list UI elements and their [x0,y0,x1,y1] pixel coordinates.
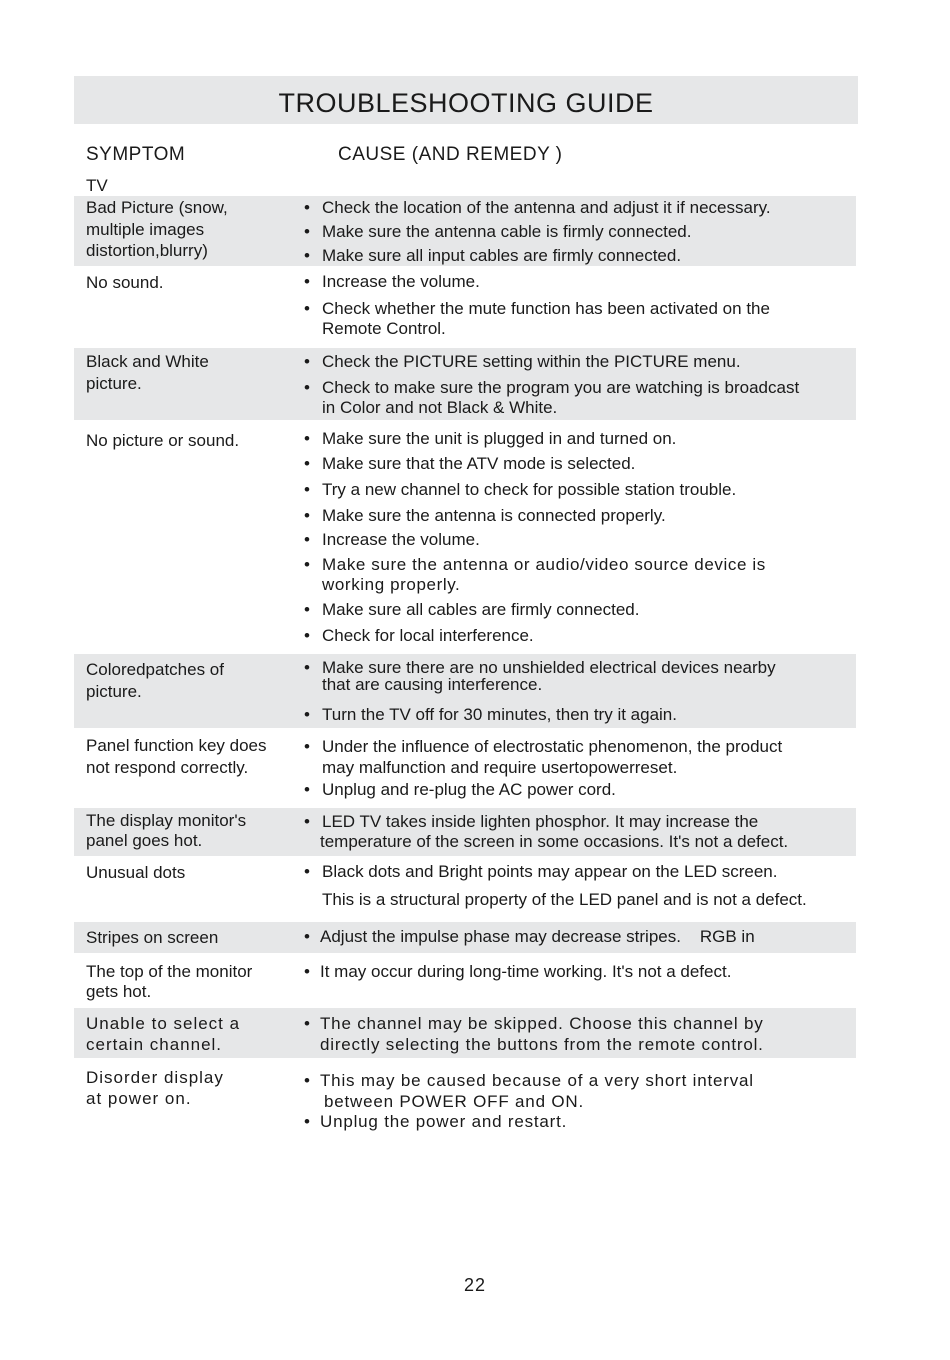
troubleshooting-row: Bad Picture (snow, multiple images distortion,blurry) • Check the location of the antenna and adjust it if necessary. • Make sure the antenna cable is firmly connected. • Make sure all input cables are firmly connected. [74,196,856,266]
bullet-icon: • [304,780,310,799]
troubleshooting-row: No picture or sound. • Make sure the unit is plugged in and turned on. • Make sure that the ATV mode is selected. • Try a new channel to check for possible station trouble. • Make sure the antenna is connected properly. • Increase the volume. • Make sure the antenna or audio/video source device is working properly. • Make sure all cables are firmly connected. • Check for local interference. [86,429,766,645]
symptom-text: Black and White picture. [86,352,209,393]
symptom-text: Disorder display at power on. [86,1068,224,1108]
troubleshooting-row: The top of the monitor gets hot. • It may occur during long-time working. It's not a defect. [86,962,732,1001]
symptom-text: No picture or sound. [86,431,240,450]
troubleshooting-row: Unusual dots • Black dots and Bright points may appear on the LED screen. This is a structural property of the LED panel and is not a defect. [74,858,856,922]
bullet-icon: • [304,1112,311,1131]
bullet-icon: • [304,705,310,724]
bullet-icon: • [304,506,310,525]
troubleshooting-row: Coloredpatches of picture. • Make sure there are no unshielded electrical devices nearby that are causing interference. • Turn the TV off for 30 minutes, then try it again. [74,654,856,728]
symptom-text: Unable to select a certain channel. [86,1014,241,1054]
symptom-text: Stripes on screen [86,928,219,947]
troubleshooting-row: Unable to select a certain channel. • The channel may be skipped. Choose this channel by directly selecting the buttons from the remote control. [74,1008,856,1058]
bullet-icon: • [304,862,310,881]
troubleshooting-row: Panel function key does not respond correctly. • Under the influence of electrostatic phenomenon, the product may malfunction and require usertopowerreset. • Unplug and re-plug the AC power cord. [86,736,783,799]
bullet-icon: • [304,812,310,831]
page-number: 22 [463,1275,487,1295]
symptom-text: The display monitor's panel goes hot. [86,811,247,850]
bullet-icon: • [304,198,310,217]
bullet-icon: • [304,246,310,265]
troubleshooting-row: No sound. • Increase the volume. • Check whether the mute function has been activated on the Remote Control. [86,272,770,338]
cause-column-header: CAUSE (AND REMEDY ) [338,144,563,165]
troubleshooting-row: Stripes on screen • Adjust the impulse phase may decrease stripes. RGB in [74,922,856,953]
bullet-icon: • [304,378,310,397]
cause-note: This is a structural property of the LED panel and is not a defect. [322,890,807,909]
bullet-icon: • [304,626,310,645]
bullet-icon: • [304,1071,311,1090]
bullet-icon: • [304,658,310,677]
category-label: TV [86,176,108,195]
bullet-icon: • [304,737,310,756]
symptom-text: Unusual dots [86,863,186,882]
bullet-icon: • [304,299,310,318]
bullet-icon: • [304,454,310,473]
symptom-text: Panel function key does not respond correctly. [86,736,267,777]
title-bar [74,76,858,124]
bullet-icon: • [304,555,311,574]
bullet-icon: • [304,600,310,619]
symptom-column-header: SYMPTOM [86,144,186,165]
troubleshooting-row: Black and White picture. • Check the PICTURE setting within the PICTURE menu. • Check to make sure the program you are watching is broadcast in Color and not Black & White. [74,348,856,420]
bullet-icon: • [304,352,310,371]
bullet-icon: • [304,927,310,946]
symptom-text: The top of the monitor gets hot. [86,962,253,1001]
bullet-icon: • [304,530,310,549]
bullet-icon: • [304,1014,311,1033]
bullet-icon: • [304,480,310,499]
bullet-icon: • [304,962,310,981]
bullet-icon: • [304,272,310,291]
bullet-icon: • [304,222,310,241]
troubleshooting-row: The display monitor's panel goes hot. • LED TV takes inside lighten phosphor. It may increase the temperature of the screen in some occasions. It's not a defect. [74,808,856,856]
page-title: TROUBLESHOOTING GUIDE [278,88,654,118]
symptom-text: Coloredpatches of picture. [86,660,224,701]
bullet-icon: • [304,429,310,448]
troubleshooting-row: Disorder display at power on. • This may be caused because of a very short interval between POWER OFF and ON. • Unplug the power and restart. [86,1068,754,1131]
symptom-text: Bad Picture (snow, multiple images distortion,blurry) [86,198,228,260]
symptom-text: No sound. [86,273,164,292]
